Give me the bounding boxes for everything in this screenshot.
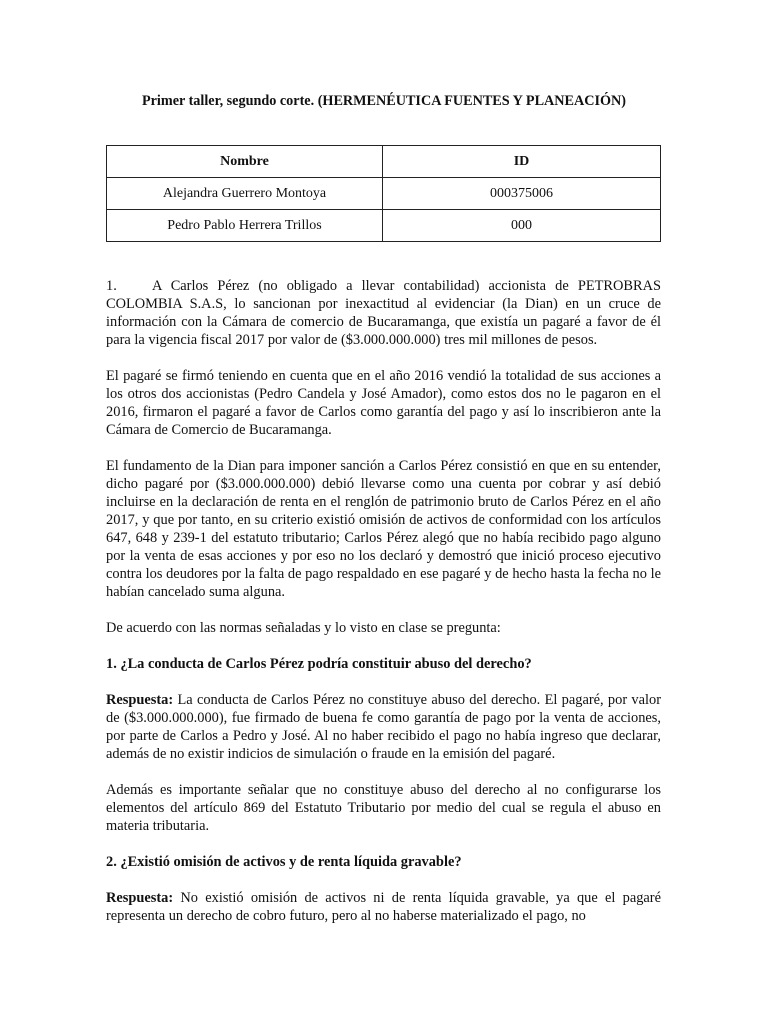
cell-id: 000 xyxy=(383,210,661,242)
question-1: 1. ¿La conducta de Carlos Pérez podría constituir abuso del derecho? xyxy=(106,656,532,672)
answer-label: Respuesta: xyxy=(106,890,174,906)
cell-name: Alejandra Guerrero Montoya xyxy=(107,178,383,210)
paragraph-pregunta-intro: De acuerdo con las normas señaladas y lo visto en clase se pregunta: xyxy=(106,620,501,636)
table-row xyxy=(107,210,661,242)
paragraph-number: 1. xyxy=(106,278,117,294)
answer-label: Respuesta: xyxy=(106,692,174,708)
paragraph-case-text: A Carlos Pérez (no obligado a llevar contabilidad) accionista de PETROBRAS COLOMBIA S.A.S, lo sancionan por inexactitud al evidenciar (la Dian) en un cruce de información con la Cámara de comercio de Bucaramanga, que existía un pagaré a favor de él para la vigencia fiscal 2017 por valor de ($3.000.000.000) tres mil millones de pesos. xyxy=(106,278,661,348)
document-body xyxy=(106,277,661,943)
answer-2 xyxy=(106,889,661,925)
cell-name: Pedro Pablo Herrera Trillos xyxy=(107,210,383,242)
paragraph-case xyxy=(106,277,661,349)
table-row xyxy=(107,178,661,210)
table-header-row xyxy=(107,146,661,178)
answer-1-text: La conducta de Carlos Pérez no constituye abuso del derecho. El pagaré, por valor de ($3.000.000.000), fue firmado de buena fe como garantía de pago por la venta de acciones, por parte de Carlos a Pedro y José. Al no haber recibido el pago no había ingreso que declarar, además de no existir indicios de simulación o fraude en la emisión del pagaré. xyxy=(106,692,661,762)
answer-1 xyxy=(106,691,661,763)
members-table xyxy=(106,145,661,242)
question-2: 2. ¿Existió omisión de activos y de renta líquida gravable? xyxy=(106,854,462,870)
answer-2-text: No existió omisión de activos ni de renta líquida gravable, ya que el pagaré representa un derecho de cobro futuro, pero al no haberse materializado el pago, no xyxy=(106,890,661,924)
paragraph-fundamento: El fundamento de la Dian para imponer sanción a Carlos Pérez consistió en que en su entender, dicho pagaré por ($3.000.000.000) debió llevarse como una cuenta por cobrar y así debió incluirse en la declaración de renta en el renglón de patrimonio bruto de Carlos Pérez en el año 2017, y que por tanto, en su criterio existió omisión de activos de conformidad con los artículos 647, 648 y 239-1 del estatuto tributario; Carlos Pérez alegó que no había recibido pago alguno por la venta de esas acciones y por eso no los declaró y demostró que inició proceso ejecutivo contra los deudores por la falta de pago respaldado en ese pagaré y de hecho hasta la fecha no le habían cancelado suma alguna. xyxy=(106,458,661,600)
document-title: Primer taller, segundo corte. (HERMENÉUTICA FUENTES Y PLANEACIÓN) xyxy=(141,93,627,109)
answer-1-continued: Además es importante señalar que no constituye abuso del derecho al no configurarse los elementos del artículo 869 del Estatuto Tributario por medio del cual se regula el abuso en materia tributaria. xyxy=(106,782,661,834)
header-id: ID xyxy=(383,146,661,178)
cell-id: 000375006 xyxy=(383,178,661,210)
header-nombre: Nombre xyxy=(107,146,383,178)
paragraph-pagare: El pagaré se firmó teniendo en cuenta que en el año 2016 vendió la totalidad de sus acciones a los otros dos accionistas (Pedro Candela y José Amador), como estos dos no le pagaron en el 2016, firmaron el pagaré a favor de Carlos como garantía del pago y así lo inscribieron ante la Cámara de Comercio de Bucaramanga. xyxy=(106,368,661,438)
